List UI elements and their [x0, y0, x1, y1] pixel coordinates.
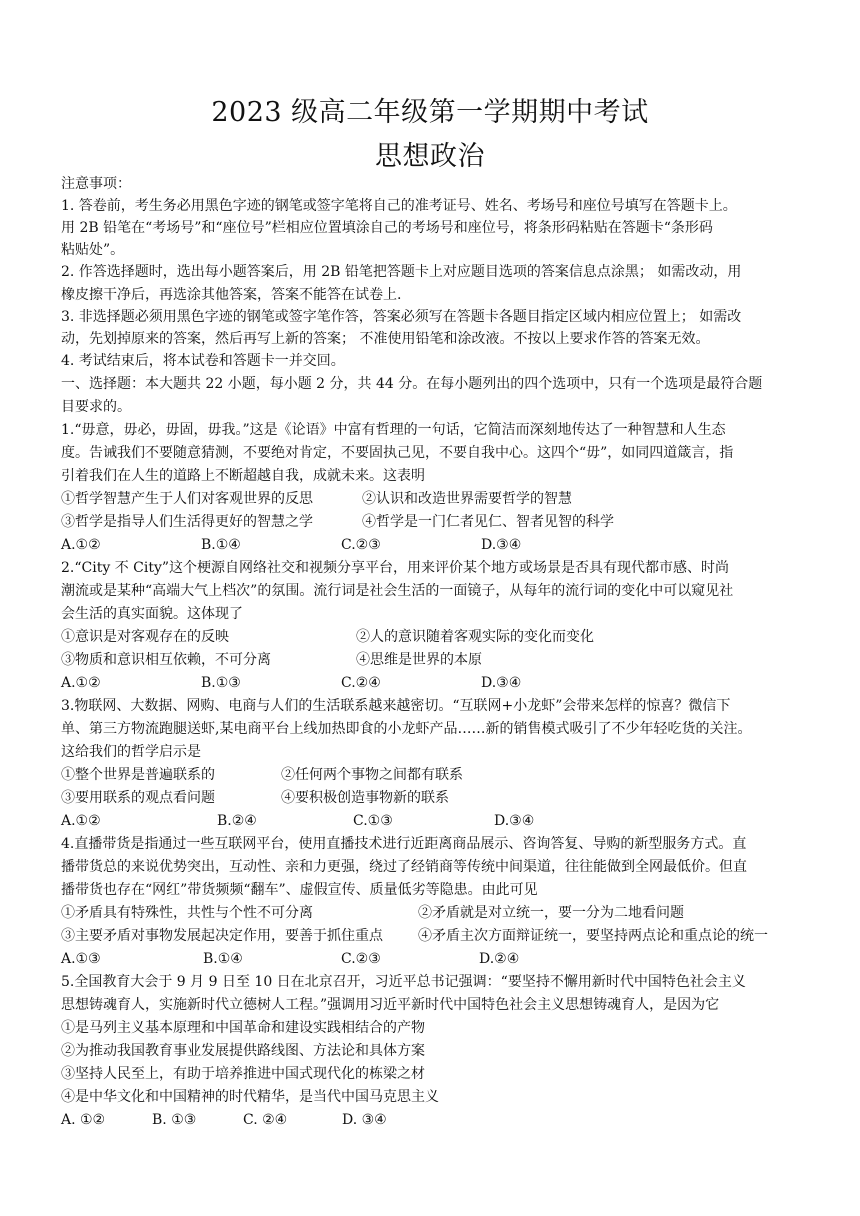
statement-item: ④哲学是一门仁者见仁、智者见智的科学 [362, 514, 614, 530]
question-stem: 2.“City 不 City”这个梗源自网络社交和视频分享平台，用来评价某个地方或场景是否具有现代都市感、时尚 [61, 560, 730, 576]
statement-item: ②任何两个事物之间都有联系 [281, 767, 463, 783]
notice-line: 橡皮擦干净后，再选涂其他答案，答案不能答在试卷上. [61, 287, 402, 303]
question-stem: 会生活的真实面貌。这体现了 [61, 606, 243, 622]
statement-item: ②为推动我国教育事业发展提供路线图、方法论和具体方案 [61, 1043, 425, 1059]
answer-choice: C.①③ [353, 813, 393, 829]
answer-choice: A.①③ [61, 951, 101, 967]
notice-line: 4. 考试结束后，将本试卷和答题卡一并交回。 [61, 353, 345, 369]
statement-item: ③要用联系的观点看问题 [61, 790, 215, 806]
answer-choice: A.①② [61, 675, 101, 691]
question-stem: 播带货也存在“网红”带货频频“翻车”、虚假宣传、质量低劣等隐患。由此可见 [61, 882, 538, 898]
statement-item: ③坚持人民至上，有助于培养推进中国式现代化的栋梁之材 [61, 1066, 425, 1082]
question-stem: 播带货总的来说优势突出，互动性、亲和力更强，绕过了经销商等传统中间渠道，往往能做到全网最低价。但直 [61, 859, 747, 875]
question-stem: 3.物联网、大数据、网购、电商与人们的生活联系越来越密切。“互联网+小龙虾”会带来怎样的惊喜？微信下 [61, 698, 731, 714]
notice-heading: 注意事项： [61, 176, 131, 192]
statement-item: ④要积极创造事物新的联系 [281, 790, 449, 806]
section-heading: 目要求的。 [61, 399, 131, 415]
statement-item: ③哲学是指导人们生活得更好的智慧之学 [61, 514, 313, 530]
statement-item: ②矛盾就是对立统一，要一分为二地看问题 [418, 905, 684, 921]
answer-choice: C.②③ [341, 537, 381, 553]
notice-line: 2. 作答选择题时，选出每小题答案后，用 2B 铅笔把答题卡上对应题目选项的答案信息点涂黑； 如需改动，用 [61, 264, 742, 280]
statement-item: ③主要矛盾对事物发展起决定作用，要善于抓住重点 [61, 928, 383, 944]
question-stem: 5.全国教育大会于 9 月 9 日至 10 日在北京召开，习近平总书记强调：“要坚持不懈用新时代中国特色社会主义 [61, 974, 746, 990]
statement-item: ①矛盾具有特殊性，共性与个性不可分离 [61, 905, 313, 921]
question-stem: 潮流或是某种“高端大气上档次”的氛围。流行词是社会生活的一面镜子，从每年的流行词的变化中可以窥见社 [61, 583, 734, 599]
question-stem: 引着我们在人生的道路上不断超越自我，成就未来。这表明 [61, 468, 425, 484]
answer-choice: D. ③④ [342, 1112, 387, 1128]
question-stem: 思想铸魂育人，实施新时代立德树人工程。”强调用习近平新时代中国特色社会主义思想铸魂育人，是因为它 [61, 997, 720, 1013]
statement-item: ②认识和改造世界需要哲学的智慧 [362, 491, 572, 507]
answer-choice: D.③④ [481, 675, 522, 691]
statement-item: ④思维是世界的本原 [356, 652, 482, 668]
notice-line: 1. 答卷前，考生务必用黑色字迹的钢笔或签字笔将自己的准考证号、姓名、考场号和座位号填写在答题卡上。 [61, 198, 737, 214]
statement-item: ②人的意识随着客观实际的变化而变化 [356, 629, 594, 645]
answer-choice: D.③④ [481, 537, 522, 553]
question-stem: 4.直播带货是指通过一些互联网平台，使用直播技术进行近距离商品展示、咨询答复、导购的新型服务方式。直 [61, 836, 747, 852]
notice-line: 用 2B 铅笔在“考场号”和“座位号”栏相应位置填涂自己的考场号和座位号，将条形码粘贴在答题卡“条形码 [61, 220, 713, 236]
notice-line: 动，先划掉原来的答案，然后再写上新的答案； 不准使用铅笔和涂改液。不按以上要求作答的答案无效。 [61, 331, 710, 347]
answer-choice: B.①④ [203, 951, 243, 967]
answer-choice: B.②④ [217, 813, 257, 829]
answer-choice: C. ②④ [243, 1112, 288, 1128]
statement-item: ④矛盾主次方面辩证统一，要坚持两点论和重点论的统一 [418, 928, 768, 944]
question-stem: 1.“毋意，毋必，毋固，毋我。”这是《论语》中富有哲理的一句话，它简洁而深刻地传达了一种智慧和人生态 [61, 422, 726, 438]
answer-choice: C.②④ [341, 675, 381, 691]
statement-item: ①哲学智慧产生于人们对客观世界的反思 [61, 491, 313, 507]
statement-item: ④是中华文化和中国精神的时代精华，是当代中国马克思主义 [61, 1089, 439, 1105]
answer-choice: D.③④ [494, 813, 535, 829]
answer-choice: A.①② [61, 537, 101, 553]
statement-item: ①整个世界是普遍联系的 [61, 767, 215, 783]
question-stem: 这给我们的哲学启示是 [61, 744, 201, 760]
answer-choice: A. ①② [61, 1112, 106, 1128]
answer-choice: A.①② [61, 813, 101, 829]
question-stem: 度。告诫我们不要随意猜测，不要绝对肯定，不要固执己见，不要自我中心。这四个“毋”，如同四道箴言，指 [61, 445, 734, 461]
answer-choice: B. ①③ [152, 1112, 197, 1128]
section-heading: 一、选择题：本大题共 22 小题，每小题 2 分，共 44 分。在每小题列出的四个选项中，只有一个选项是最符合题 [61, 376, 763, 392]
answer-choice: D.②④ [479, 951, 520, 967]
statement-item: ①意识是对客观存在的反映 [61, 629, 229, 645]
answer-choice: B.①④ [201, 537, 241, 553]
statement-item: ③物质和意识相互依赖，不可分离 [61, 652, 271, 668]
answer-choice: C.②③ [341, 951, 381, 967]
answer-choice: B.①③ [201, 675, 241, 691]
question-stem: 单、第三方物流跑腿送虾,某电商平台上线加热即食的小龙虾产品……新的销售模式吸引了不少年轻吃货的关注。 [61, 721, 752, 737]
notice-line: 3. 非选择题必须用黑色字迹的钢笔或签字笔作答，答案必须写在答题卡各题目指定区域内相应位置上； 如需改 [61, 309, 742, 325]
exam-subject: 思想政治 [375, 141, 485, 172]
statement-item: ①是马列主义基本原理和中国革命和建设实践相结合的产物 [61, 1020, 425, 1036]
notice-line: 粘贴处”。 [61, 242, 125, 258]
exam-title: 2023 级高二年级第一学期期中考试 [211, 97, 649, 128]
